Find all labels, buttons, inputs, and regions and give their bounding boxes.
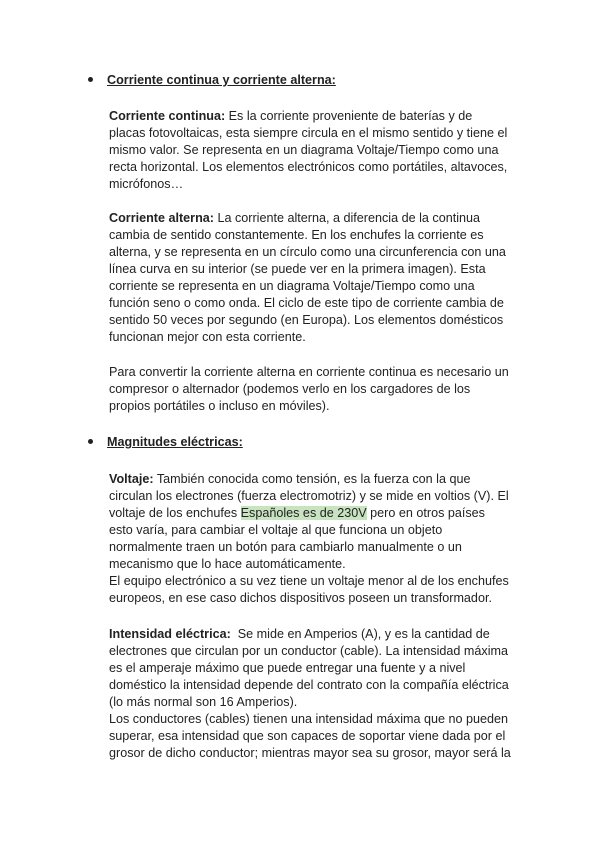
text-line: placas fotovoltaicas, esta siempre circula en el mismo sentido y tiene el [109,126,508,140]
text-line: Se mide en Amperios (A), y es la cantidad de [237,627,490,641]
text-line: recta horizontal. Los elementos electrónicos como portátiles, altavoces, [109,160,508,174]
bullet-dot [88,439,93,444]
text-line: cambia de sentido constantemente. En los enchufes la corriente es [109,228,484,242]
section-heading-corriente [88,72,336,88]
text-line: alterna, y se representa en un círculo como una circunferencia con una [109,245,506,259]
term-label: Corriente continua: [109,109,226,123]
highlighted-text: Españoles es de 230V [240,506,367,520]
text-line: sentido 50 veces por segundo (en Europa). Los elementos domésticos [109,313,504,327]
paragraph-corriente-continua [109,108,529,193]
text-line: electrones que circulan por un conductor (cable). La intensidad máxima [109,644,509,658]
text-line: La corriente alterna, a diferencia de la continua [217,211,481,225]
paragraph-voltaje [109,471,529,607]
text-line: También conocida como tensión, es la fuerza con la que [156,472,471,486]
text-line: funcionan mejor con esta corriente. [109,330,306,344]
text-line: Para convertir la corriente alterna en corriente continua es necesario un [109,365,509,379]
text-line: propios portátiles o incluso en móviles). [109,399,330,413]
term-label: Corriente alterna: [109,211,214,225]
text-line: línea curva en su interior (se puede ver en la primera imagen). Esta [109,262,486,276]
text-line: corriente se representa en un diagrama Voltaje/Tiempo como una [109,279,475,293]
text-line: doméstico la intensidad depende del contrato con la compañía eléctrica [109,678,509,692]
bullet-dot [88,77,93,82]
text-line: pero en otros países [370,506,485,520]
text-line: mismo valor. Se representa en un diagrama Voltaje/Tiempo como una [109,143,499,157]
text-line: europeos, en ese caso dichos dispositivos poseen un transformador. [109,591,492,605]
section-heading-magnitudes [88,434,243,450]
text-line: esto varía, para cambiar el voltaje al que funciona un objeto [109,523,443,537]
text-line: compresor o alternador (podemos verlo en los cargadores de los [109,382,471,396]
text-line: circulan los electrones (fuerza electromotriz) y se mide en voltios (V). El [109,489,509,503]
term-label: Intensidad eléctrica: [109,627,231,641]
paragraph-corriente-alterna [109,210,529,346]
text-line: grosor de dicho conductor; mientras mayor sea su grosor, mayor será la [109,746,511,760]
text-line: función seno o como onda. El ciclo de este tipo de corriente cambia de [109,296,504,310]
paragraph-conversion [109,364,529,415]
text-line: es el amperaje máximo que puede entregar una fuente y a nivel [109,661,466,675]
text-line: superar, esa intensidad que son capaces de soportar viene dada por el [109,729,506,743]
text-line: mecanismo que lo hace automáticamente. [109,557,346,571]
term-label: Voltaje: [109,472,154,486]
paragraph-intensidad [109,626,529,762]
section-heading-text: Corriente continua y corriente alterna: [107,73,336,87]
text-line: voltaje de los enchufes [109,506,238,520]
text-line: normalmente traen un botón para cambiarlo manualmente o un [109,540,462,554]
text-line: El equipo electrónico a su vez tiene un voltaje menor al de los enchufes [109,574,509,588]
text-line: (lo más normal son 16 Amperios). [109,695,298,709]
section-heading-text: Magnitudes eléctricas: [107,435,243,449]
text-line: Es la corriente proveniente de baterías y de [228,109,473,123]
text-line: Los conductores (cables) tienen una intensidad máxima que no pueden [109,712,509,726]
text-line: micrófonos… [109,177,184,191]
